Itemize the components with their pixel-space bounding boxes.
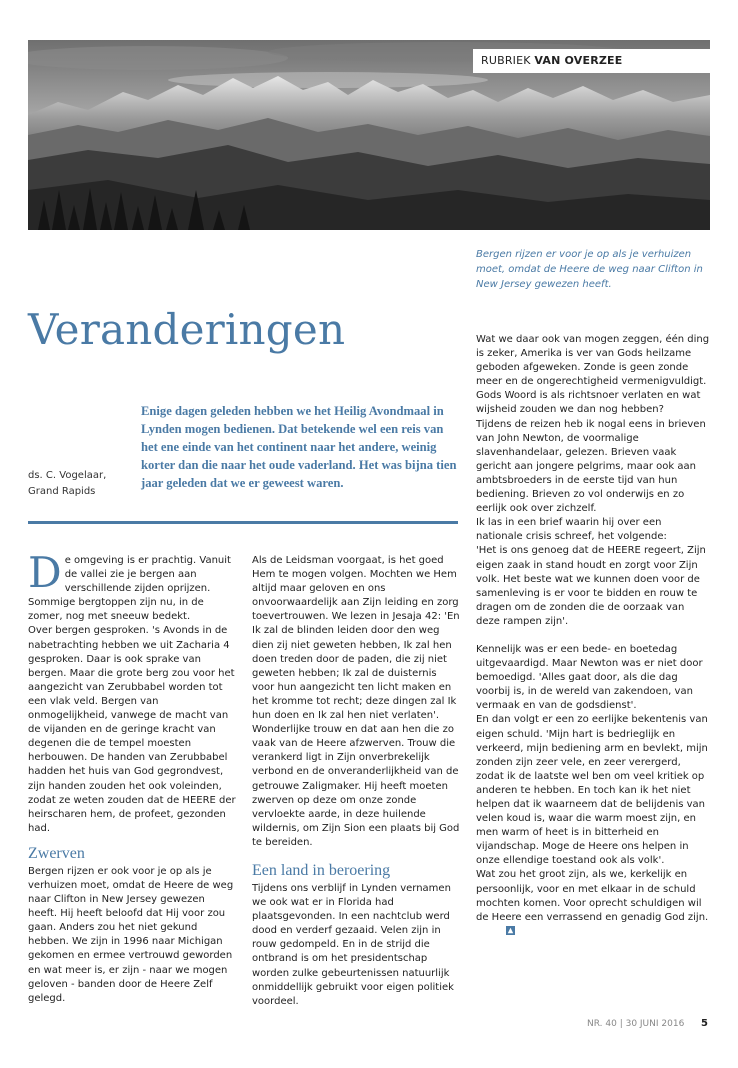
divider-rule [28, 521, 458, 524]
paragraph: Over bergen gesproken. 's Avonds in de nabetrachting hebben we uit Zacharia 4 gesproken. Daar is ook sprake van bergen. Maar die grote berg zou voor het aangezicht van Zerubbabel worden tot een vlak veld. Bergen van onmogelijkheid, vanwege de macht van de vijanden en de geringe kracht van degenen die de tempel moesten herbouwen. De handen van Zerubbabel hadden het huis van God gegrondvest, zijn handen zouden het ook voleinden, zodat ze weten zouden dat de HEERE der heirscharen hem, de profeet, gezonden had. [28, 625, 236, 834]
column-3 [476, 333, 710, 939]
paragraph: En dan volgt er een zo eerlijke bekentenis van eigen schuld. 'Mijn hart is bedrieglijk en verkeerd, mijn bediening arm en bevlekt, mijn zonden zijn zeer vele, en zeer verergerd, zodat ik de laatste wel ben om veel kritiek op anderen te hebben. En toch kan ik het niet helpen dat ik waarneem dat de belijdenis van velen koud is, waar die warm moest zijn, en men warm of heet is in bitterheid en vijandschap. Moge de Heere ons helpen in onze ellendige toestand ook als volk'. [476, 714, 708, 867]
paragraph: Tijdens ons verblijf in Lynden vernamen we ook wat er in Florida had plaatsgevonden. In een nachtclub werd dood en verderf gezaaid. Velen zijn in rouw gedompeld. En in de strijd die ontbrand is om het presidentschap worden zulke gebeurtenissen natuurlijk onmiddellijk gebruikt voor eigen politiek voordeel. [252, 882, 454, 1007]
drop-cap: D [28, 548, 62, 597]
spacer [476, 629, 710, 643]
author-byline [28, 468, 106, 500]
paragraph: Kennelijk was er een bede- en boetedag uitgevaardigd. Maar Newton was er niet door bemoedigd. 'Alles gaat door, als die dag voorbij is, in de wereld van zakendoen, van vermaak en van de godsdienst'. [476, 643, 703, 712]
column-2 [252, 554, 460, 1009]
paragraph: Bergen rijzen er ook voor je op als je verhuizen moet, omdat de Heere de weg naar Clifton in New Jersey gewezen heeft. Hij heeft beloofd dat Hij voor zou gaan. Anders zou het niet gekund hebben. We zijn in 1996 naar Michigan gekomen en ermee vertrouwd geworden en wat meer is, er zijn - naar we mogen geloven - banden door de Heere Zelf gelegd. [28, 865, 234, 1004]
subheading: Zwerven [28, 844, 85, 862]
paragraph: Wonderlijke trouw en dat aan hen die zo vaak van de Heere afzwerven. Trouw die verankerd ligt in Zijn onverbrekelijk verbond en de onveranderlijkheid van de getrouwe Zaligmaker. Hij heeft moeten zwerven op deze om onze zonde vervloekte aarde, in deze huilende wildernis, om Zijn Sion een plaats bij God te bereiden. [252, 724, 460, 848]
article-title: Veranderingen [28, 305, 346, 354]
paragraph-text: e omgeving is er prachtig. Vanuit de vallei zie je bergen aan verschillende zijden oprijzen. Sommige bergtoppen zijn nu, in de zomer, nog met sneeuw bedekt. [28, 555, 231, 623]
column-1 [28, 548, 236, 1006]
photo-caption: Bergen rijzen er voor je op als je verhuizen moet, omdat de Heere de weg naar Clifton in New Jersey gewezen heeft. [476, 249, 703, 290]
paragraph: Ik las in een brief waarin hij over een nationale crisis schreef, het volgende: [476, 517, 667, 543]
paragraph: Wat we daar ook van mogen zeggen, één ding is zeker, Amerika is ver van Gods heilzame geboden afgeweken. Zonde is geen zonde meer en de ongerechtigheid vermenigvuldigt. Gods Woord is als richtsnoer verlaten en wat wijsheid zouden we dan nog hebben? [476, 334, 710, 416]
paragraph: 'Het is ons genoeg dat de HEERE regeert, Zijn eigen zaak in stand houdt en zorgt voor Zijn volk. Het beste wat we kunnen doen voor de samenleving is er voor te bidden en rouw te dragen om de zonden die de oorzaak van deze rampen zijn'. [476, 545, 706, 627]
author-location: Grand Rapids [28, 486, 96, 497]
issue-info: NR. 40 | 30 JUNI 2016 [587, 1019, 685, 1029]
lead-paragraph: Enige dagen geleden hebben we het Heilig Avondmaal in Lynden mogen bedienen. Dat betekende wel een reis van het ene einde van het continent naar het andere, weinig korter dan die naar het oude vaderland. Het was bijna tien jaar geleden dat we er geweest waren. [141, 404, 457, 490]
section-label-prefix: RUBRIEK [481, 54, 531, 67]
paragraph [476, 868, 710, 938]
section-label [473, 49, 710, 73]
page-number: 5 [701, 1018, 708, 1029]
author-name: ds. C. Vogelaar, [28, 470, 107, 481]
paragraph: Tijdens de reizen heb ik nogal eens in brieven van John Newton, de voormalige slavenhandelaar, gelezen. Brieven vaak gericht aan jongere pelgrims, maar ook aan ambtsbroeders in de eerste tijd van hun bediening. Brieven zo vol onderwijs en zo eerlijk ook over zichzelf. [476, 418, 706, 515]
end-of-article-icon [506, 926, 515, 935]
section-label-name: VAN OVERZEE [534, 54, 623, 67]
paragraph: Als de Leidsman voorgaat, is het goed Hem te mogen volgen. Mochten we Hem altijd maar geloven en ons onvoorwaardelijk aan Zijn leiding en zorg toevertrouwen. We lezen in Jesaja 42: 'En Ik zal de blinden leiden door den weg dien zij niet geweten hebben, Ik zal hen doen treden door de paden, die zij niet geweten hebben; Ik zal de duisternis voor hun aangezicht ten licht maken en het kromme tot recht; deze dingen zal Ik hun doen en Ik zal hen niet verlaten'. [252, 555, 460, 722]
subheading: Een land in beroering [252, 861, 391, 879]
paragraph-text: Wat zou het groot zijn, als we, kerkelijk en persoonlijk, voor en met elkaar in de schuld mochten komen. Voor oprecht schuldigen wil de Heere een verrassend en genadig God zijn. [476, 869, 709, 923]
paragraph [28, 548, 236, 624]
